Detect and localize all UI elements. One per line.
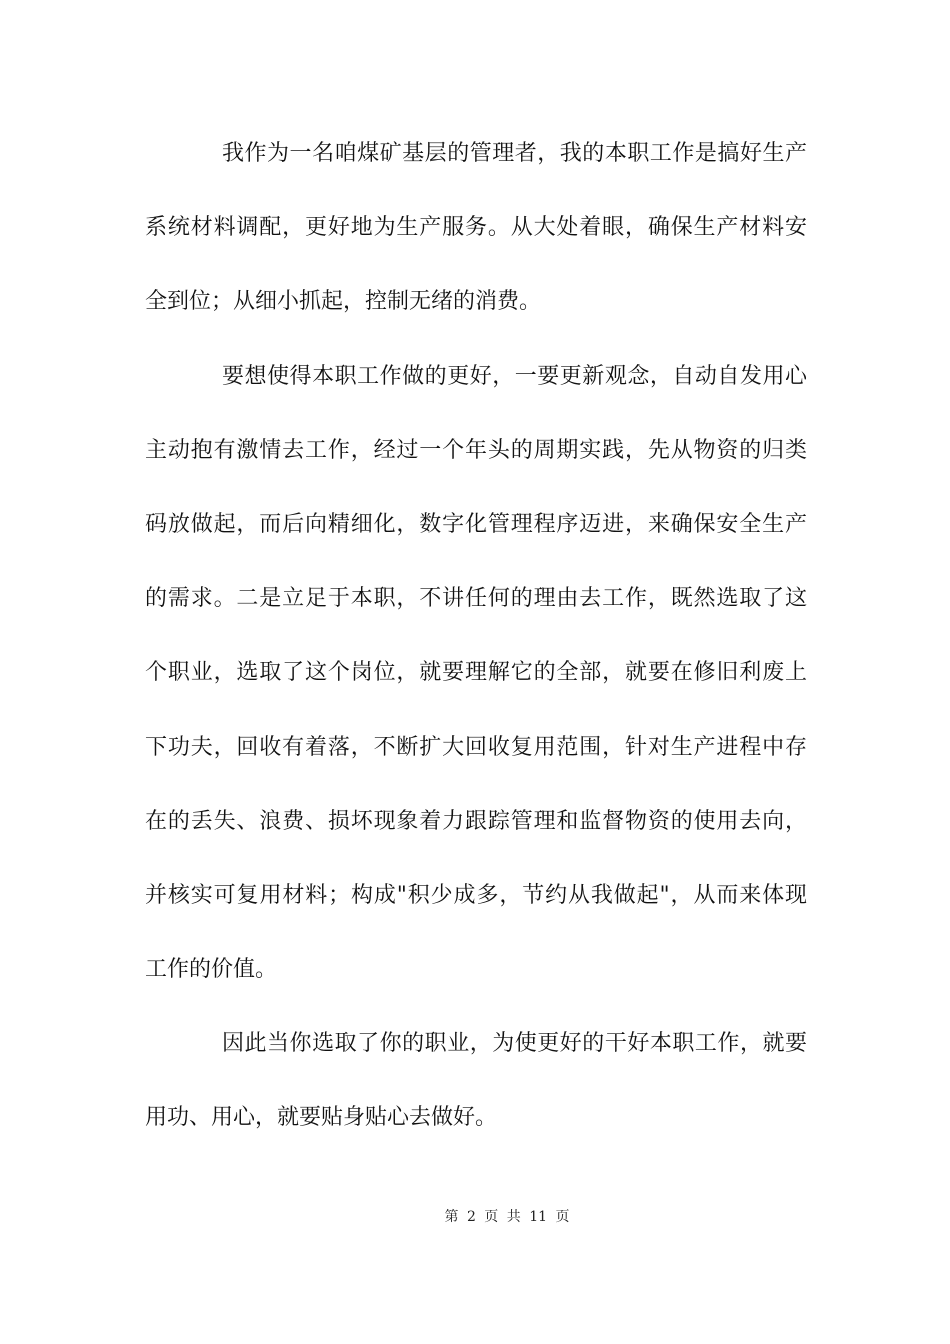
paragraph-line: 工作的价值。 — [145, 957, 278, 983]
paragraph-line: 因此当你选取了你的职业，为使更好的干好本职工作，就要 — [222, 1031, 807, 1057]
document-body — [145, 130, 807, 1169]
paragraph-line: 下功夫，回收有着落，不断扩大回收复用范围，针对生产进程中存 — [145, 734, 807, 760]
paragraph-3 — [145, 1020, 807, 1168]
paragraph-2 — [145, 353, 807, 1021]
paragraph-line: 的需求。二是立足于本职，不讲任何的理由去工作，既然选取了这 — [145, 586, 807, 612]
page-footer — [0, 1206, 950, 1226]
paragraph-line: 主动抱有激情去工作，经过一个年头的周期实践，先从物资的归类 — [145, 437, 807, 463]
paragraph-line: 个职业，选取了这个岗位，就要理解它的全部，就要在修旧利废上 — [145, 660, 807, 686]
paragraph-line: 并核实可复用材料；构成"积少成多，节约从我做起"，从而来体现 — [145, 882, 807, 908]
paragraph-line: 用功、用心，就要贴身贴心去做好。 — [145, 1105, 498, 1131]
paragraph-line: 我作为一名咱煤矿基层的管理者，我的本职工作是搞好生产 — [222, 141, 807, 166]
paragraph-line: 码放做起，而后向精细化，数字化管理程序迈进，来确保安全生产 — [145, 511, 807, 537]
paragraph-1 — [145, 130, 807, 353]
paragraph-line: 系统材料调配，更好地为生产服务。从大处着眼，确保生产材料安 — [145, 215, 807, 241]
paragraph-line: 在的丢失、浪费、损坏现象着力跟踪管理和监督物资的使用去向， — [145, 808, 807, 834]
page-number-label: 第 2 页 共 11 页 — [444, 1209, 570, 1225]
paragraph-line: 全到位；从细小抓起，控制无绪的消费。 — [145, 289, 542, 315]
paragraph-line: 要想使得本职工作做的更好，一要更新观念，自动自发用心 — [222, 363, 807, 389]
